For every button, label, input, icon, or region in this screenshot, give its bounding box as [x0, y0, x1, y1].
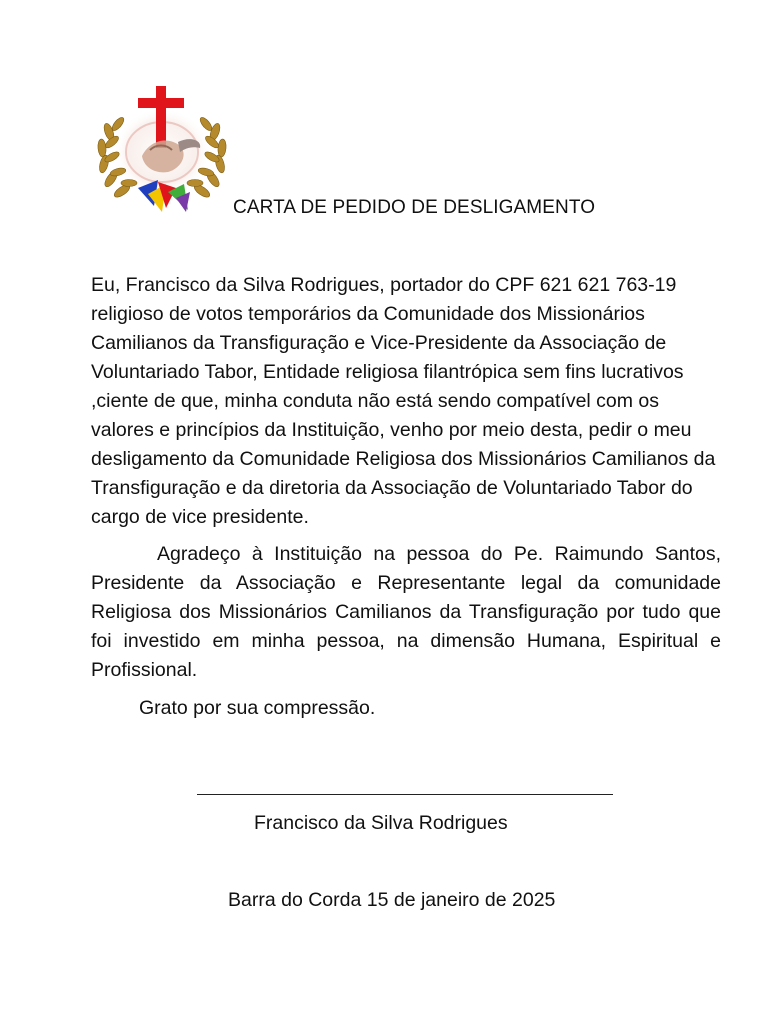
- body-paragraph-gratitude: Agradeço à Instituição na pessoa do Pe. Raimundo Santos, Presidente da Associação e Representante legal da comunidade Religiosa dos Missionários Camilianos da Transfiguração por tudo que foi investido em minha pessoa, na dimensão Humana, Espiritual e Profissional.: [91, 543, 721, 681]
- body-paragraph-request: Eu, Francisco da Silva Rodrigues, portador do CPF 621 621 763-19 religioso de votos temporários da Comunidade dos Missionários Camilianos da Transfiguração e Vice-Presidente da Associação de Voluntariado Tabor, Entidade religiosa filantrópica sem fins lucrativos ,ciente de que, minha conduta não está sendo compatível com os valores e princípios da Instituição, venho por meio desta, pedir o meu desligamento da Comunidade Religiosa dos Missionários Camilianos da Transfiguração e da diretoria da Associação de Voluntariado Tabor do cargo de vice presidente.: [91, 274, 716, 528]
- signature-line: [197, 794, 613, 795]
- closing-line: Grato por sua compressão.: [139, 697, 376, 719]
- place-and-date: Barra do Corda 15 de janeiro de 2025: [228, 889, 556, 911]
- document-title: CARTA DE PEDIDO DE DESLIGAMENTO: [233, 197, 596, 218]
- signer-name: Francisco da Silva Rodrigues: [254, 812, 508, 834]
- cross-laurel-emblem-icon: [92, 84, 232, 219]
